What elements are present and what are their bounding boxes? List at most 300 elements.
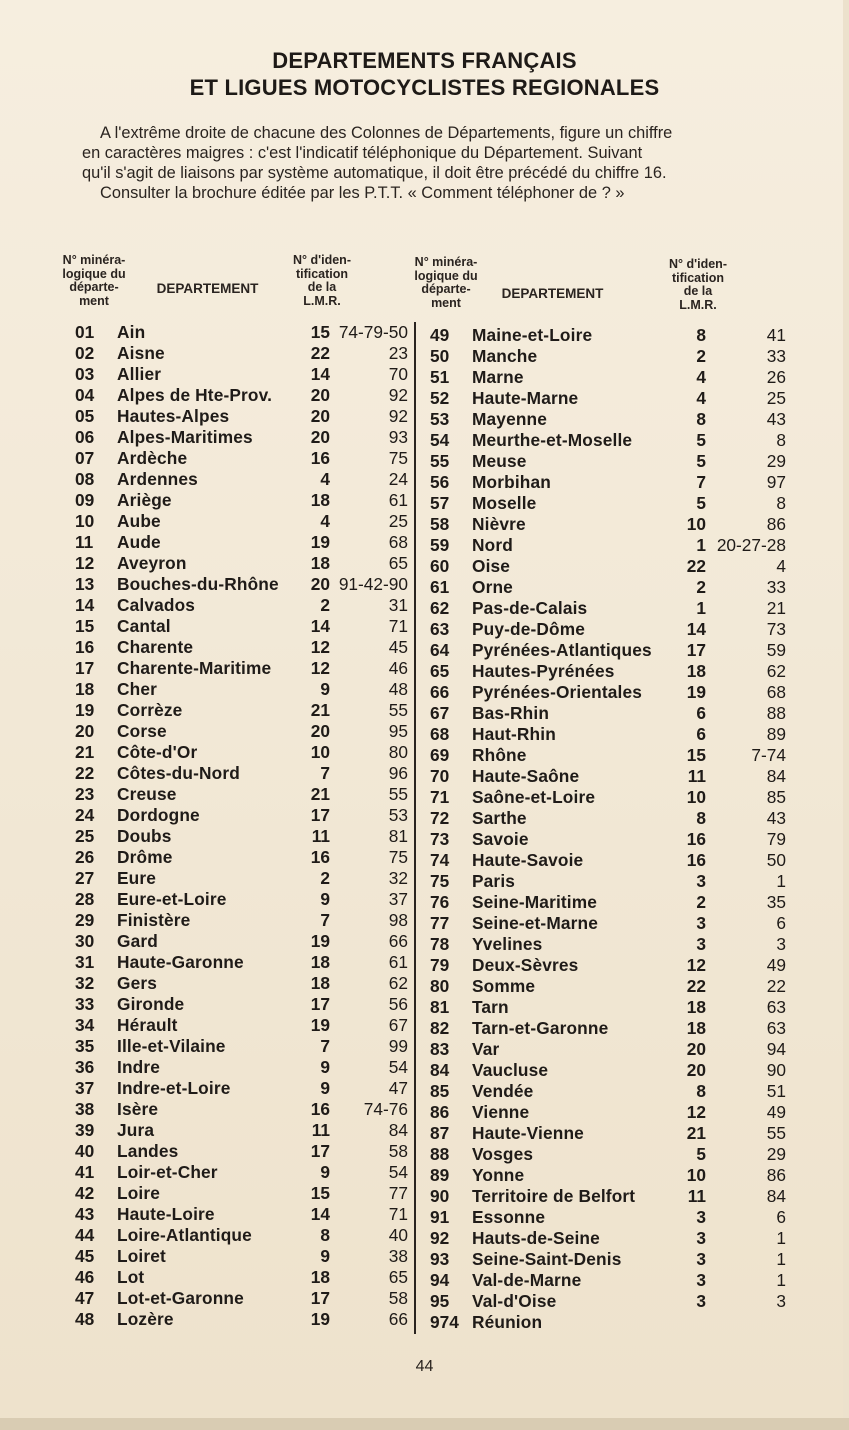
department-name: Hautes-Alpes — [117, 406, 230, 426]
lmr-number: 19 — [310, 931, 330, 951]
lmr-number: 17 — [310, 805, 330, 825]
department-number: 08 — [75, 469, 95, 489]
department-row — [0, 955, 849, 976]
lmr-number: 8 — [696, 808, 706, 828]
department-number: 16 — [75, 637, 95, 657]
department-number: 44 — [75, 1225, 95, 1245]
lmr-number: 16 — [310, 1099, 330, 1119]
department-name: Haute-Marne — [472, 388, 579, 408]
department-name: Manche — [472, 346, 538, 366]
lmr-number: 12 — [310, 658, 330, 678]
department-row — [0, 493, 849, 514]
department-name: Bouches-du-Rhône — [117, 574, 279, 594]
department-name: Deux-Sèvres — [472, 955, 579, 975]
phone-code: 6 — [776, 913, 786, 933]
department-number: 41 — [75, 1162, 95, 1182]
phone-code: 75 — [388, 448, 408, 468]
lmr-number: 15 — [310, 322, 330, 342]
phone-code: 1 — [776, 871, 786, 891]
header-line: logique du — [414, 268, 478, 283]
lmr-number: 2 — [696, 892, 706, 912]
department-row — [0, 892, 849, 913]
lmr-number: 9 — [320, 1078, 330, 1098]
lmr-number: 9 — [320, 1057, 330, 1077]
lmr-number: 14 — [310, 364, 330, 384]
department-name: Loire — [117, 1183, 160, 1203]
lmr-number: 21 — [310, 700, 330, 720]
department-number: 18 — [75, 679, 95, 699]
department-name: Paris — [472, 871, 516, 891]
department-name: Gers — [117, 973, 157, 993]
department-row — [0, 1060, 849, 1081]
department-number: 31 — [75, 952, 95, 972]
phone-code: 43 — [766, 808, 786, 828]
lmr-number: 10 — [686, 514, 706, 534]
department-name: Haute-Savoie — [472, 850, 584, 870]
phone-code: 38 — [388, 1246, 408, 1266]
phone-code: 22 — [766, 976, 786, 996]
header-line: de la — [683, 284, 713, 298]
department-row — [0, 367, 849, 388]
phone-code: 51 — [766, 1081, 786, 1101]
phone-code: 77 — [388, 1183, 408, 1203]
lmr-number: 7 — [696, 472, 706, 492]
department-number: 05 — [75, 406, 95, 426]
header-line: L.M.R. — [679, 297, 717, 312]
department-row — [0, 556, 849, 577]
department-number: 80 — [430, 976, 450, 996]
lmr-number: 20 — [310, 721, 330, 741]
department-number: 59 — [430, 535, 450, 555]
lmr-number: 12 — [686, 955, 706, 975]
header-line: N° minéra- — [62, 253, 126, 267]
phone-code: 59 — [766, 640, 786, 660]
header-line: tification — [671, 270, 725, 285]
department-row — [0, 703, 849, 724]
department-name: Eure — [117, 868, 157, 888]
header-departement-right: DEPARTEMENT — [501, 286, 604, 301]
lmr-number: 2 — [320, 868, 330, 888]
lmr-number: 9 — [320, 679, 330, 699]
department-row — [0, 409, 849, 430]
lmr-number: 6 — [696, 724, 706, 744]
phone-code: 65 — [388, 553, 408, 573]
department-number: 91 — [430, 1207, 450, 1227]
department-name: Indre — [117, 1057, 160, 1077]
phone-code: 8 — [776, 493, 786, 513]
department-name: Savoie — [472, 829, 529, 849]
phone-code: 92 — [388, 385, 408, 405]
phone-code: 66 — [388, 1309, 408, 1329]
lmr-number: 17 — [686, 640, 706, 660]
phone-code: 75 — [388, 847, 408, 867]
phone-code: 40 — [388, 1225, 408, 1245]
lmr-number: 18 — [310, 490, 330, 510]
phone-code: 46 — [388, 658, 408, 678]
phone-code: 55 — [388, 784, 408, 804]
department-number: 56 — [430, 472, 450, 492]
header-line: départe- — [69, 280, 119, 294]
phone-code: 41 — [766, 325, 786, 345]
phone-code: 47 — [388, 1078, 408, 1098]
page-bottom-edge — [0, 1418, 849, 1430]
phone-code: 55 — [388, 700, 408, 720]
phone-code: 58 — [388, 1288, 408, 1308]
phone-code: 65 — [388, 1267, 408, 1287]
lmr-number: 20 — [310, 574, 330, 594]
intro-line: qu'il s'agit de liaisons par système automatique, il doit être précédé du chiffre 16. — [82, 164, 667, 182]
lmr-number: 5 — [696, 430, 706, 450]
title-line-1: DEPARTEMENTS FRANÇAIS — [272, 48, 577, 73]
department-number: 89 — [430, 1165, 450, 1185]
department-number: 10 — [75, 511, 95, 531]
department-number: 66 — [430, 682, 450, 702]
department-name: Vienne — [472, 1102, 530, 1122]
department-name: Corse — [117, 721, 167, 741]
department-number: 43 — [75, 1204, 95, 1224]
phone-code: 50 — [766, 850, 786, 870]
lmr-number: 21 — [310, 784, 330, 804]
lmr-number: 12 — [686, 1102, 706, 1122]
lmr-number: 4 — [696, 388, 706, 408]
phone-code: 63 — [766, 997, 786, 1017]
phone-code: 86 — [766, 1165, 786, 1185]
department-number: 06 — [75, 427, 95, 447]
department-name: Territoire de Belfort — [472, 1186, 636, 1206]
department-number: 35 — [75, 1036, 95, 1056]
lmr-number: 7 — [320, 1036, 330, 1056]
lmr-number: 12 — [310, 637, 330, 657]
department-number: 78 — [430, 934, 450, 954]
department-row — [0, 787, 849, 808]
department-name: Côte-d'Or — [117, 742, 198, 762]
department-row — [0, 808, 849, 829]
department-name: Nièvre — [472, 514, 526, 534]
department-number: 14 — [75, 595, 95, 615]
lmr-number: 22 — [310, 343, 330, 363]
department-name: Val-d'Oise — [472, 1291, 557, 1311]
department-row — [0, 661, 849, 682]
lmr-number: 14 — [310, 616, 330, 636]
department-number: 40 — [75, 1141, 95, 1161]
phone-code: 1 — [776, 1270, 786, 1290]
lmr-number: 17 — [310, 1288, 330, 1308]
department-number: 37 — [75, 1078, 95, 1098]
department-name: Drôme — [117, 847, 173, 867]
department-row — [0, 1186, 849, 1207]
lmr-number: 21 — [686, 1123, 706, 1143]
department-number: 51 — [430, 367, 450, 387]
department-number: 58 — [430, 514, 450, 534]
department-number: 87 — [430, 1123, 450, 1143]
department-number: 39 — [75, 1120, 95, 1140]
lmr-number: 10 — [686, 1165, 706, 1185]
department-name: Ardèche — [117, 448, 188, 468]
phone-code: 71 — [388, 1204, 408, 1224]
title-line-2: ET LIGUES MOTOCYCLISTES REGIONALES — [189, 75, 660, 100]
lmr-number: 8 — [320, 1225, 330, 1245]
lmr-number: 9 — [320, 1246, 330, 1266]
lmr-number: 5 — [696, 493, 706, 513]
department-number: 68 — [430, 724, 450, 744]
department-number: 90 — [430, 1186, 450, 1206]
department-number: 28 — [75, 889, 95, 909]
lmr-number: 16 — [310, 448, 330, 468]
department-number: 47 — [75, 1288, 95, 1308]
phone-code: 35 — [766, 892, 786, 912]
department-number: 04 — [75, 385, 95, 405]
lmr-number: 4 — [320, 511, 330, 531]
phone-code: 29 — [766, 451, 786, 471]
department-name: Morbihan — [472, 472, 551, 492]
department-row — [0, 346, 849, 367]
department-name: Ariège — [117, 490, 172, 510]
department-name: Oise — [472, 556, 511, 576]
phone-code: 45 — [388, 637, 408, 657]
department-number: 69 — [430, 745, 450, 765]
lmr-number: 4 — [320, 469, 330, 489]
department-name: Maine-et-Loire — [472, 325, 593, 345]
header-identification-left — [282, 254, 362, 308]
lmr-number: 19 — [310, 1015, 330, 1035]
department-number: 49 — [430, 325, 450, 345]
department-name: Hautes-Pyrénées — [472, 661, 615, 681]
department-row — [0, 682, 849, 703]
lmr-number: 11 — [687, 1186, 706, 1206]
department-number: 77 — [430, 913, 450, 933]
department-name: Mayenne — [472, 409, 548, 429]
department-number: 53 — [430, 409, 450, 429]
lmr-number: 1 — [696, 598, 706, 618]
header-identification-right — [656, 258, 740, 312]
department-name: Loiret — [117, 1246, 166, 1266]
department-number: 20 — [75, 721, 95, 741]
department-name: Vosges — [472, 1144, 534, 1164]
department-number: 76 — [430, 892, 450, 912]
phone-code: 84 — [766, 1186, 786, 1206]
department-name: Hauts-de-Seine — [472, 1228, 600, 1248]
department-row — [0, 934, 849, 955]
phone-code: 58 — [388, 1141, 408, 1161]
department-name: Haute-Loire — [117, 1204, 215, 1224]
lmr-number: 20 — [310, 427, 330, 447]
intro-line: A l'extrême droite de chacune des Colonnes de Départements, figure un chiffre — [100, 124, 673, 142]
page-number: 44 — [415, 1358, 434, 1375]
department-name: Aube — [117, 511, 161, 531]
lmr-number: 14 — [310, 1204, 330, 1224]
header-mineralogique-left — [50, 254, 138, 308]
phone-code: 94 — [766, 1039, 786, 1059]
department-row — [0, 1018, 849, 1039]
lmr-number: 15 — [310, 1183, 330, 1203]
department-name: Réunion — [472, 1312, 543, 1332]
phone-code: 53 — [388, 805, 408, 825]
department-number: 55 — [430, 451, 450, 471]
lmr-number: 2 — [696, 346, 706, 366]
department-row — [0, 1291, 849, 1312]
department-name: Seine-et-Marne — [472, 913, 598, 933]
phone-code: 7-74 — [751, 745, 786, 765]
department-number: 94 — [430, 1270, 450, 1290]
lmr-number: 18 — [310, 553, 330, 573]
department-row — [0, 1123, 849, 1144]
department-name: Bas-Rhin — [472, 703, 550, 723]
department-number: 30 — [75, 931, 95, 951]
lmr-number: 1 — [696, 535, 706, 555]
department-number: 84 — [430, 1060, 450, 1080]
department-number: 42 — [75, 1183, 95, 1203]
department-row — [0, 829, 849, 850]
lmr-number: 11 — [311, 826, 330, 846]
department-number: 01 — [75, 322, 95, 342]
department-row — [0, 766, 849, 787]
phone-code: 54 — [388, 1162, 408, 1182]
department-number: 45 — [75, 1246, 95, 1266]
lmr-number: 7 — [320, 910, 330, 930]
department-number: 81 — [430, 997, 450, 1017]
lmr-number: 20 — [686, 1039, 706, 1059]
department-number: 92 — [430, 1228, 450, 1248]
department-number: 79 — [430, 955, 450, 975]
lmr-number: 22 — [686, 976, 706, 996]
lmr-number: 22 — [686, 556, 706, 576]
phone-code: 37 — [388, 889, 408, 909]
lmr-number: 16 — [686, 829, 706, 849]
lmr-number: 20 — [686, 1060, 706, 1080]
lmr-number: 8 — [696, 409, 706, 429]
department-row — [0, 577, 849, 598]
department-name: Pyrénées-Atlantiques — [472, 640, 652, 660]
department-name: Eure-et-Loire — [117, 889, 227, 909]
department-name: Marne — [472, 367, 524, 387]
department-row — [0, 871, 849, 892]
header-line: N° d'iden- — [293, 253, 351, 267]
department-row — [0, 850, 849, 871]
department-row — [0, 430, 849, 451]
department-number: 70 — [430, 766, 450, 786]
department-name: Haute-Vienne — [472, 1123, 584, 1143]
phone-code: 70 — [388, 364, 408, 384]
lmr-number: 3 — [696, 1207, 706, 1227]
lmr-number: 18 — [686, 661, 706, 681]
department-number: 09 — [75, 490, 95, 510]
department-name: Lozère — [117, 1309, 174, 1329]
phone-code: 66 — [388, 931, 408, 951]
phone-code: 25 — [388, 511, 408, 531]
phone-code: 33 — [766, 346, 786, 366]
phone-code: 90 — [766, 1060, 786, 1080]
lmr-number: 9 — [320, 889, 330, 909]
department-number: 24 — [75, 805, 95, 825]
department-number: 07 — [75, 448, 95, 468]
department-name: Dordogne — [117, 805, 200, 825]
department-number: 65 — [430, 661, 450, 681]
department-number: 25 — [75, 826, 95, 846]
department-row — [0, 619, 849, 640]
header-line: logique du — [62, 266, 126, 281]
phone-code: 68 — [766, 682, 786, 702]
phone-code: 79 — [766, 829, 786, 849]
phone-code: 31 — [388, 595, 408, 615]
department-name: Landes — [117, 1141, 179, 1161]
department-number: 52 — [430, 388, 450, 408]
lmr-number: 3 — [696, 934, 706, 954]
department-number: 12 — [75, 553, 95, 573]
department-name: Pyrénées-Orientales — [472, 682, 642, 702]
lmr-number: 4 — [696, 367, 706, 387]
lmr-number: 5 — [696, 1144, 706, 1164]
department-row — [0, 325, 849, 346]
department-name: Orne — [472, 577, 513, 597]
department-number: 50 — [430, 346, 450, 366]
department-name: Cher — [117, 679, 157, 699]
header-line: ment — [79, 293, 109, 308]
department-name: Ille-et-Vilaine — [117, 1036, 226, 1056]
department-row — [0, 1228, 849, 1249]
department-number: 64 — [430, 640, 450, 660]
lmr-number: 3 — [696, 1270, 706, 1290]
phone-code: 74-79-50 — [338, 322, 408, 342]
department-number: 26 — [75, 847, 95, 867]
lmr-number: 14 — [686, 619, 706, 639]
phone-code: 1 — [776, 1228, 786, 1248]
department-number: 86 — [430, 1102, 450, 1122]
department-name: Haute-Garonne — [117, 952, 244, 972]
lmr-number: 10 — [686, 787, 706, 807]
lmr-number: 16 — [686, 850, 706, 870]
department-number: 13 — [75, 574, 95, 594]
department-number: 88 — [430, 1144, 450, 1164]
department-name: Loire-Atlantique — [117, 1225, 252, 1245]
department-number: 83 — [430, 1039, 450, 1059]
department-name: Sarthe — [472, 808, 527, 828]
phone-code: 88 — [766, 703, 786, 723]
department-number: 62 — [430, 598, 450, 618]
phone-code: 21 — [766, 598, 786, 618]
lmr-number: 3 — [696, 1228, 706, 1248]
department-number: 74 — [430, 850, 450, 870]
department-row — [0, 1249, 849, 1270]
department-row — [0, 472, 849, 493]
department-row — [0, 535, 849, 556]
phone-code: 1 — [776, 1249, 786, 1269]
lmr-number: 3 — [696, 1291, 706, 1311]
lmr-number: 15 — [686, 745, 706, 765]
department-name: Gironde — [117, 994, 185, 1014]
phone-code: 4 — [776, 556, 786, 576]
department-name: Indre-et-Loire — [117, 1078, 231, 1098]
lmr-number: 18 — [310, 1267, 330, 1287]
department-name: Var — [472, 1039, 500, 1059]
department-name: Seine-Saint-Denis — [472, 1249, 622, 1269]
phone-code: 23 — [388, 343, 408, 363]
phone-code: 85 — [766, 787, 786, 807]
department-name: Gard — [117, 931, 158, 951]
lmr-number: 2 — [320, 595, 330, 615]
lmr-number: 2 — [696, 577, 706, 597]
department-number: 63 — [430, 619, 450, 639]
department-number: 95 — [430, 1291, 450, 1311]
department-name: Rhône — [472, 745, 527, 765]
phone-code: 93 — [388, 427, 408, 447]
phone-code: 20-27-28 — [716, 535, 786, 555]
department-name: Saône-et-Loire — [472, 787, 596, 807]
department-number: 71 — [430, 787, 450, 807]
department-number: 33 — [75, 994, 95, 1014]
intro-paragraph — [82, 123, 786, 203]
department-name: Aveyron — [117, 553, 187, 573]
department-row — [0, 451, 849, 472]
